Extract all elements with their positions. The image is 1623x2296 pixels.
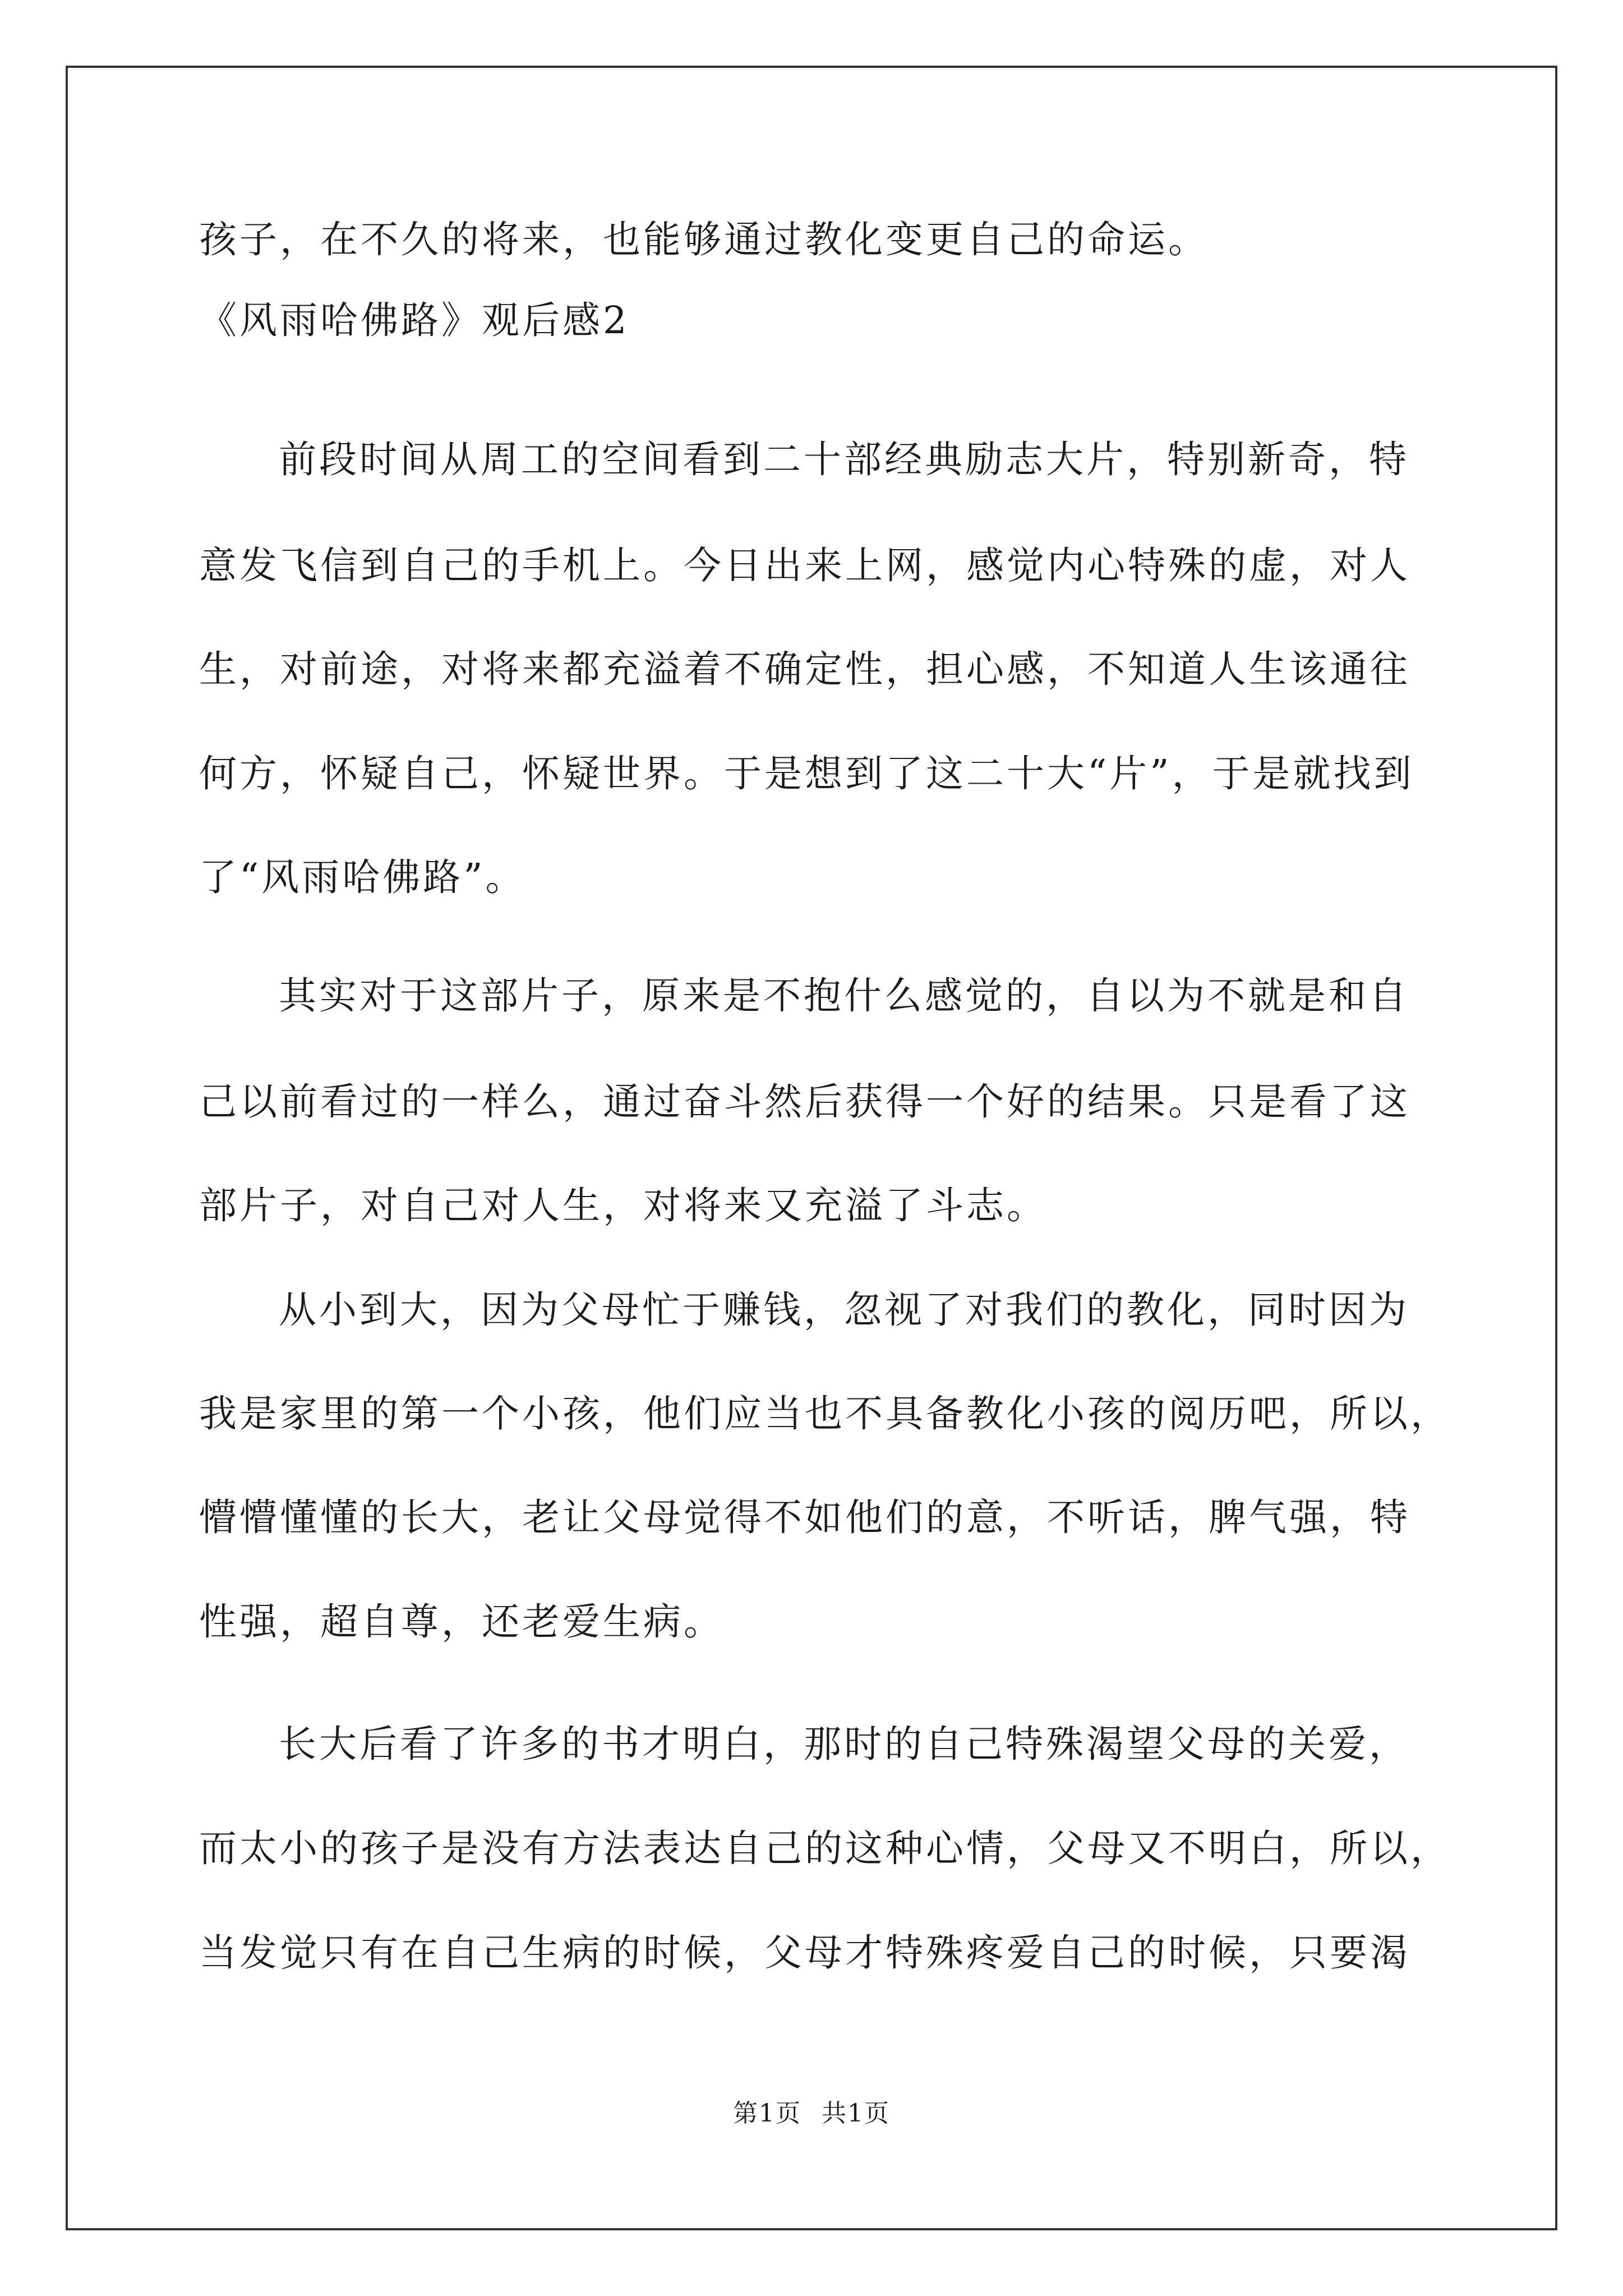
text-line: 部片子，对自己对人生，对将来又充溢了斗志。 bbox=[199, 1184, 1047, 1227]
text-line: 懵懵懂懂的长大，老让父母觉得不如他们的意，不听话，脾气强，特 bbox=[199, 1496, 1410, 1539]
text-line: 何方，怀疑自己，怀疑世界。于是想到了这二十大“片”，于是就找到 bbox=[199, 752, 1414, 795]
text-line: 性强，超自尊，还老爱生病。 bbox=[199, 1600, 724, 1644]
text-line: 当发觉只有在自己生病的时候，父母才特殊疼爱自己的时候，只要渴 bbox=[199, 1931, 1410, 1975]
page-border bbox=[66, 66, 1557, 2230]
text-line: 生，对前途，对将来都充溢着不确定性，担心感，不知道人生该通往 bbox=[199, 647, 1410, 691]
text-line: 意发飞信到自己的手机上。今日出来上网，感觉内心特殊的虚，对人 bbox=[199, 544, 1410, 587]
text-line: 而太小的孩子是没有方法表达自己的这种心情，父母又不明白，所以， bbox=[199, 1826, 1451, 1870]
text-line: 前段时间从周工的空间看到二十部经典励志大片，特别新奇，特 bbox=[279, 438, 1409, 481]
text-line: 孩子，在不久的将来，也能够通过教化变更自己的命运。 bbox=[199, 218, 1209, 261]
page-footer bbox=[0, 2097, 1623, 2131]
text-line: 了“风雨哈佛路”。 bbox=[199, 855, 526, 899]
text-line: 长大后看了许多的书才明白，那时的自己特殊渴望父母的关爱， bbox=[279, 1722, 1409, 1766]
page-number: 第1页 bbox=[733, 2099, 801, 2128]
text-line: 其实对于这部片子，原来是不抱什么感觉的，自以为不就是和自 bbox=[279, 974, 1409, 1018]
text-line: 己以前看过的一样么，通过奋斗然后获得一个好的结果。只是看了这 bbox=[199, 1080, 1410, 1124]
text-line: 从小到大，因为父母忙于赚钱，忽视了对我们的教化，同时因为 bbox=[279, 1288, 1409, 1332]
section-heading: 《风雨哈佛路》观后感2 bbox=[199, 298, 630, 342]
page-total: 共1页 bbox=[822, 2099, 890, 2128]
text-line: 我是家里的第一个小孩，他们应当也不具备教化小孩的阅历吧，所以， bbox=[199, 1392, 1451, 1435]
